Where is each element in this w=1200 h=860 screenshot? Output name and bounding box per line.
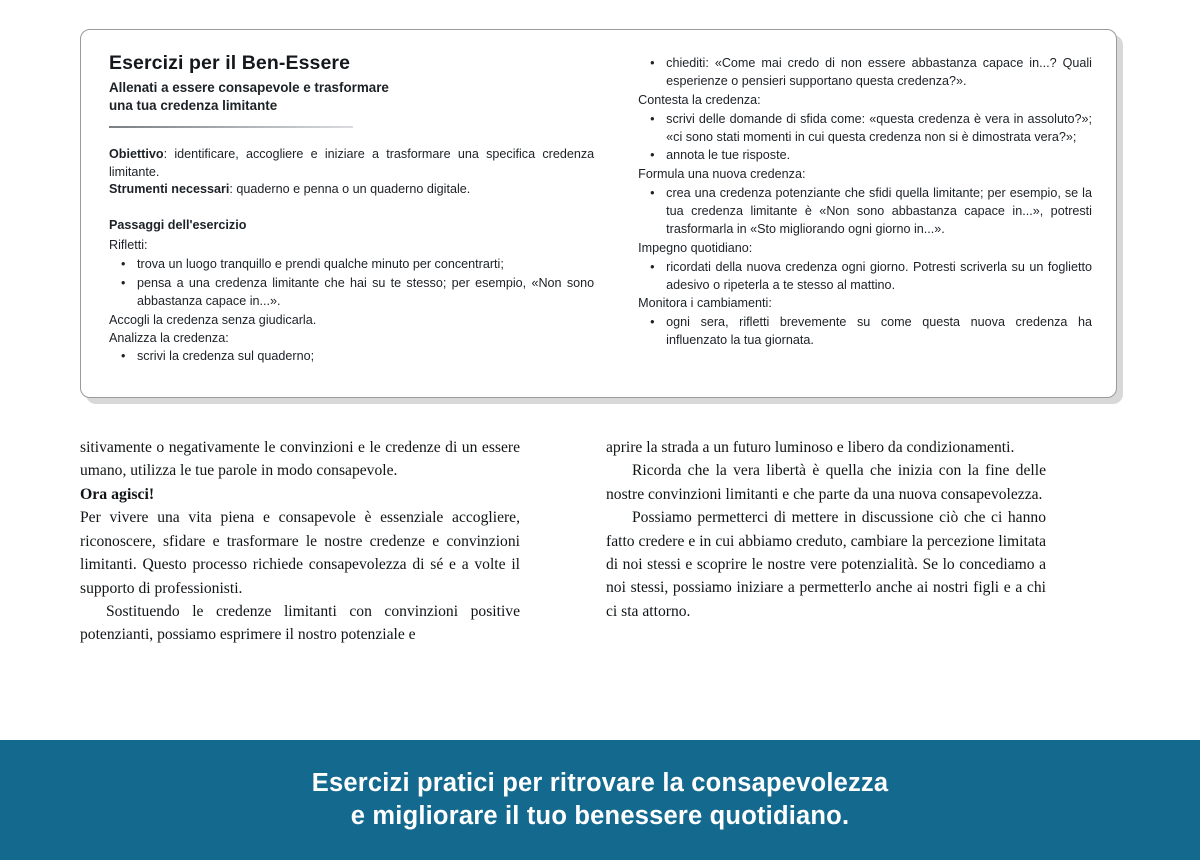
monitor-label: Monitora i cambiamenti:	[638, 296, 772, 311]
list-item: • annota le tue risposte.	[658, 147, 1092, 165]
monitor-list	[638, 314, 1092, 350]
accept-line: Accogli la credenza senza giudicarla.	[109, 312, 317, 327]
tools-text: : quaderno e penna o un quaderno digitale.	[229, 182, 471, 197]
commitment-list	[638, 259, 1092, 295]
exercise-subtitle-line2: una tua credenza limitante	[109, 97, 278, 113]
challenge-label: Contesta la credenza:	[638, 92, 761, 107]
body-left-paragraph-2: Sostituendo le credenze limitanti con convinzioni positive potenzianti, possiamo esprimere il nostro potenziale e	[80, 603, 520, 644]
list-item: • ogni sera, rifletti brevemente su come questa nuova credenza ha influenzato la tua giornata.	[658, 314, 1092, 350]
objective-line	[109, 146, 594, 182]
body-right-paragraph-3: Possiamo permetterci di mettere in discussione ciò che ci hanno fatto credere e in cui abbiamo creduto, cambiare la percezione limitata di noi stessi e scoprire le nostre vere potenzialità. Se lo concediamo a noi stessi, possiamo iniziare a permetterlo anche ai nostri figli e a chi ci sta attorno.	[606, 509, 1046, 620]
list-item: • scrivi delle domande di sfida come: «questa credenza è vera in assoluto?»; «ci sono stati momenti in cui questa credenza non si è dimostrata vera?»;	[658, 111, 1092, 147]
body-right-column	[606, 436, 1046, 647]
analyze-list-continued	[638, 55, 1092, 91]
exercise-left-column	[109, 52, 620, 387]
body-right-paragraph-2: Ricorda che la vera libertà è quella che inizia con la fine delle nostre convinzioni limitanti e che parte da una nuova consapevolezza.	[606, 462, 1046, 503]
body-left-subhead: Ora agisci!	[80, 485, 155, 503]
analyze-list	[109, 348, 594, 366]
body-left-carryover: sitivamente o negativamente le convinzioni e le credenze di un essere umano, utilizza le tue parole in modo consapevole.	[80, 439, 520, 480]
exercise-box	[80, 29, 1117, 398]
exercise-subtitle	[109, 79, 594, 115]
steps-heading: Passaggi dell'esercizio	[109, 218, 247, 233]
objective-label: Obiettivo	[109, 146, 164, 161]
steps-block	[109, 217, 594, 366]
exercise-right-column	[620, 52, 1092, 387]
tools-label: Strumenti necessari	[109, 182, 230, 197]
list-item: • scrivi la credenza sul quaderno;	[129, 348, 594, 366]
exercise-title: Esercizi per il Ben-Essere	[109, 52, 351, 74]
main-text-columns	[80, 436, 1117, 647]
tools-line	[109, 181, 594, 199]
list-item: • chiediti: «Come mai credo di non essere abbastanza capace in...? Quali esperienze o pensieri supportano questa credenza?».	[658, 55, 1092, 91]
reflect-list	[109, 256, 594, 311]
reflect-label: Rifletti:	[109, 238, 148, 253]
exercise-subtitle-line1: Allenati a essere consapevole e trasformare	[109, 80, 389, 95]
list-item: • ricordati della nuova credenza ogni giorno. Potresti scriverla su un foglietto adesivo o ripeterla a te stesso al mattino.	[658, 259, 1092, 295]
objective-text: : identificare, accogliere e iniziare a trasformare una specifica credenza limitante.	[109, 146, 595, 179]
list-item: • crea una credenza potenziante che sfidi quella limitante; per esempio, se la tua credenza limitante è «Non sono abbastanza capace in...», potresti trasformarla in «Sto migliorando ogni giorno in...».	[658, 185, 1092, 239]
banner-line-2: e migliorare il tuo benessere quotidiano.	[350, 802, 850, 830]
body-left-column	[80, 436, 520, 647]
banner-line-1: Esercizi pratici per ritrovare la consapevolezza	[311, 769, 889, 798]
list-item: • pensa a una credenza limitante che hai su te stesso; per esempio, «Non sono abbastanza capace in...».	[129, 275, 594, 311]
banner-text	[312, 767, 889, 832]
analyze-label: Analizza la credenza:	[109, 330, 229, 345]
list-item: • trova un luogo tranquillo e prendi qualche minuto per concentrarti;	[129, 256, 594, 274]
body-left-paragraph-1: Per vivere una vita piena e consapevole è essenziale accogliere, riconoscere, sfidare e trasformare le nostre credenze e convinzioni limitanti. Questo processo richiede consapevolezza di sé e a volte il supporto di professionisti.	[80, 509, 520, 597]
body-right-paragraph-1: aprire la strada a un futuro luminoso e libero da condizionamenti.	[606, 439, 1015, 456]
newbelief-label: Formula una nuova credenza:	[638, 167, 806, 182]
challenge-list	[638, 111, 1092, 166]
bottom-banner	[0, 740, 1200, 860]
title-divider	[109, 126, 353, 128]
objective-block	[109, 146, 594, 200]
newbelief-list	[638, 185, 1092, 239]
commitment-label: Impegno quotidiano:	[638, 240, 753, 255]
